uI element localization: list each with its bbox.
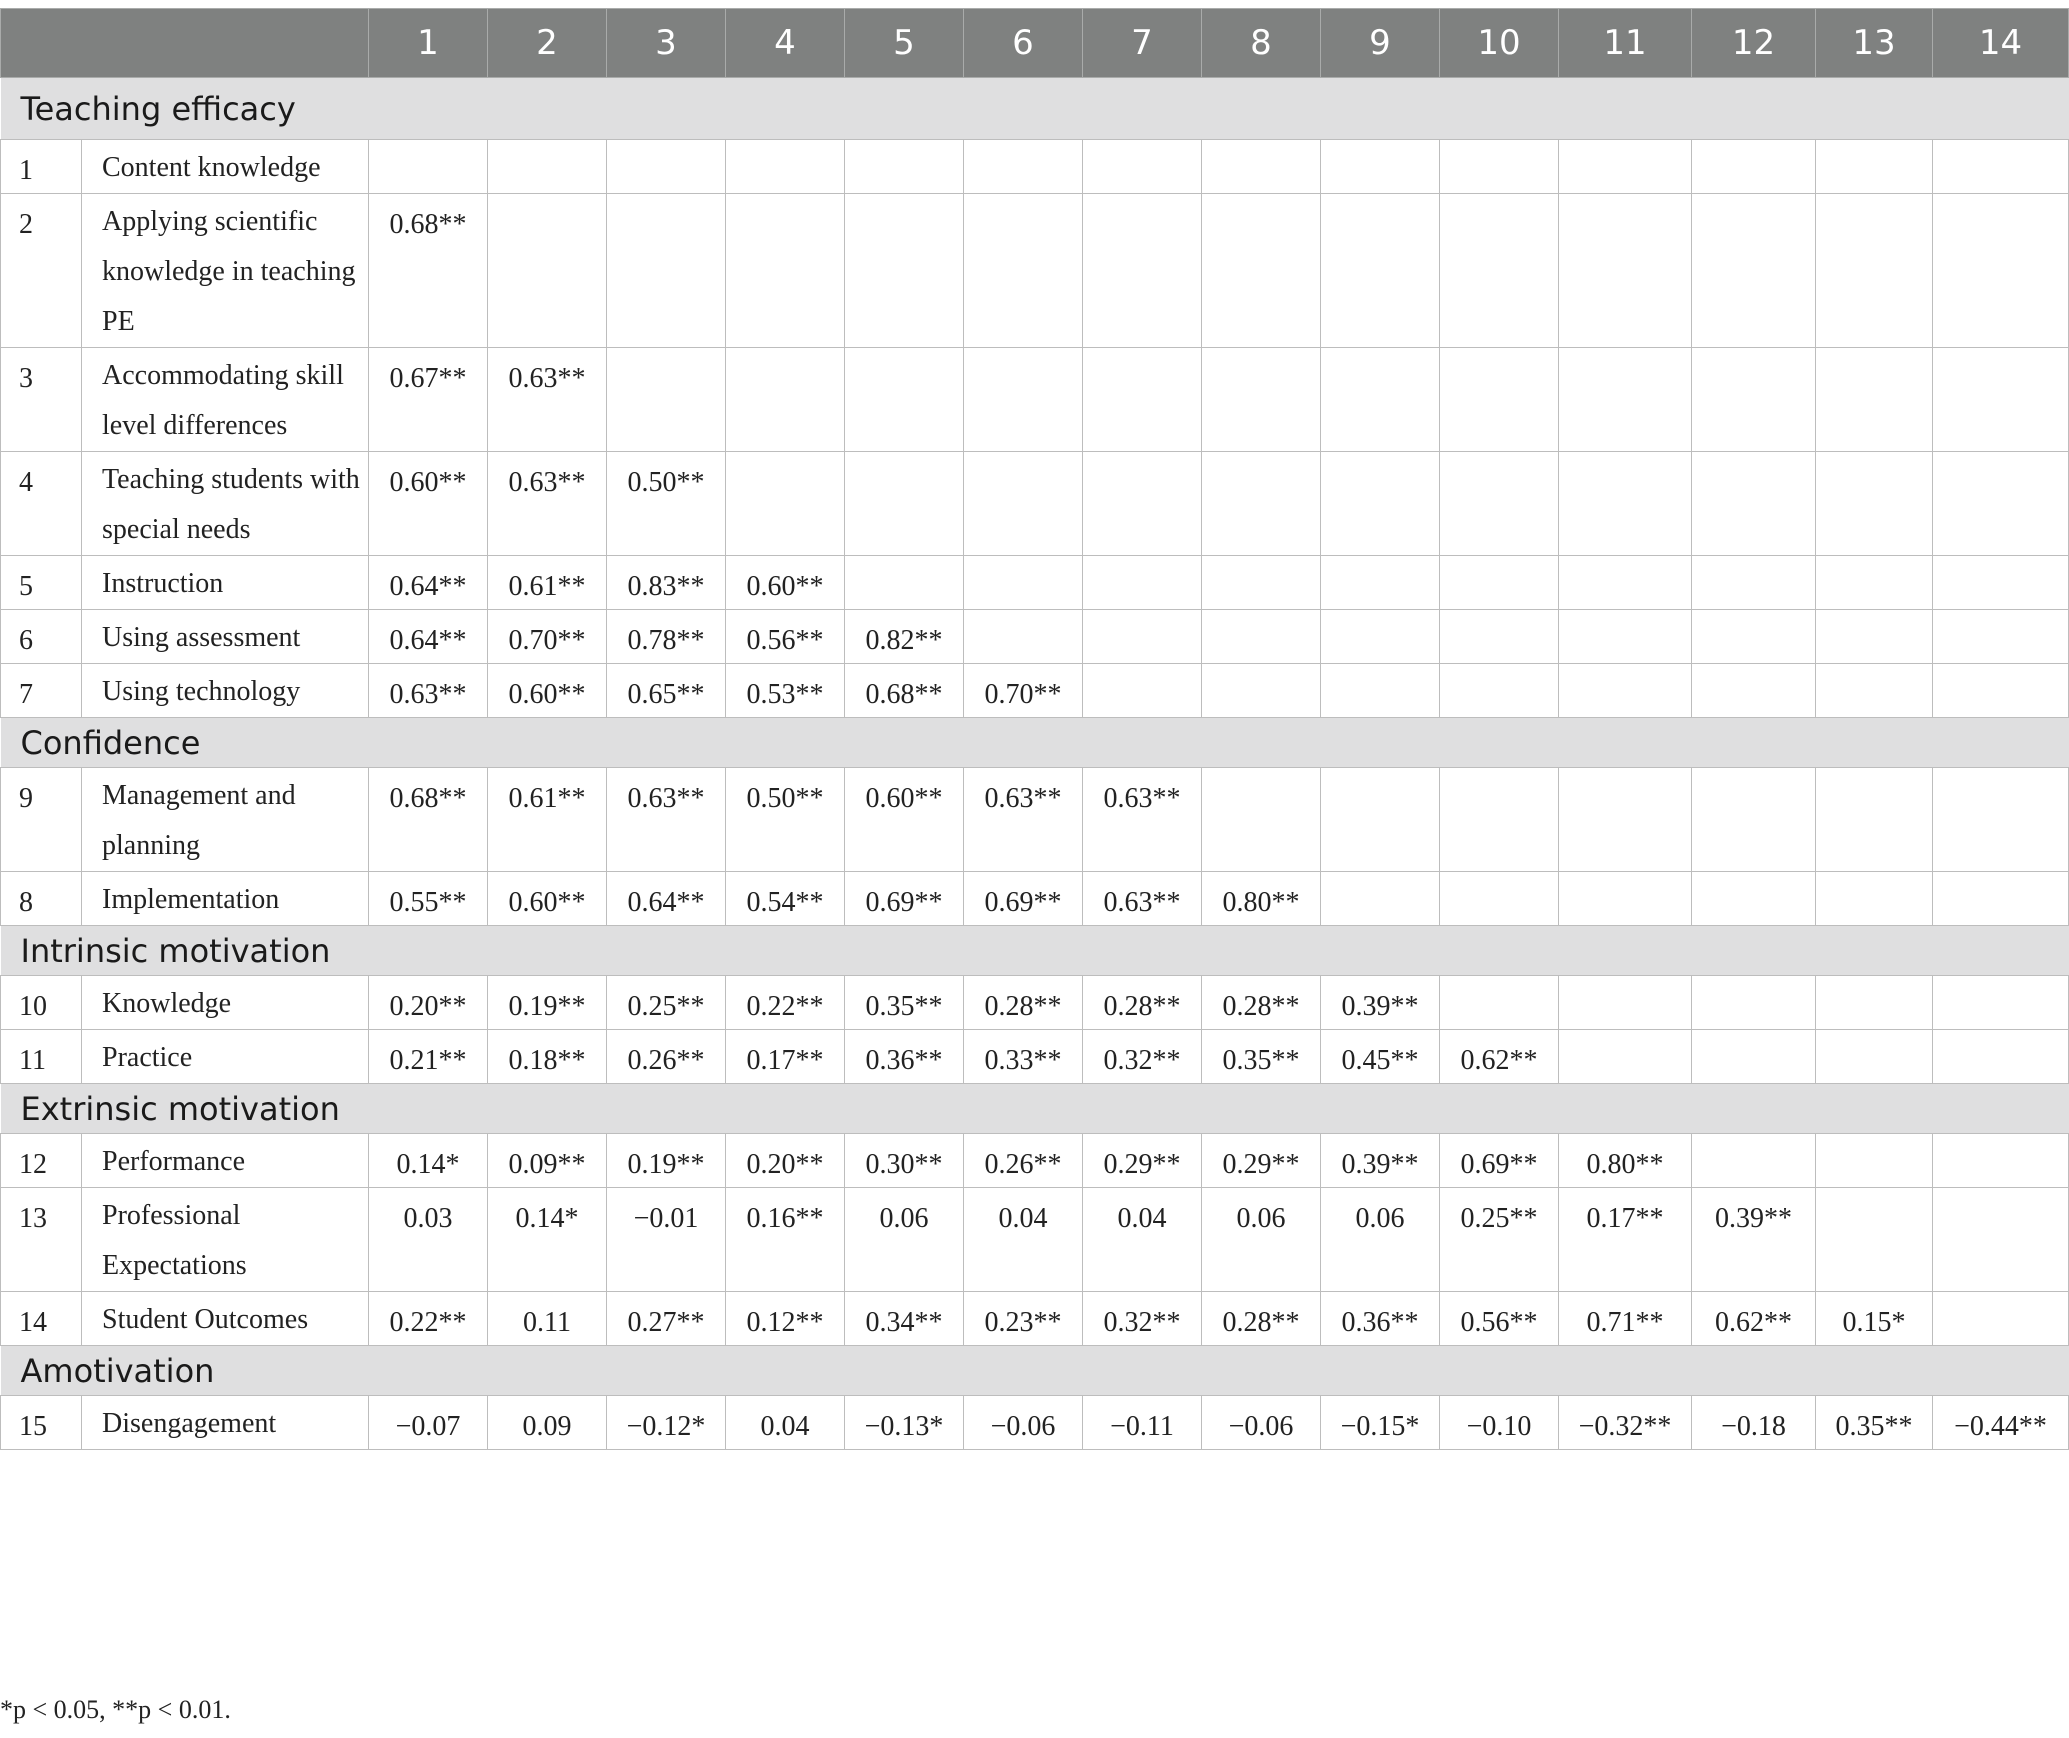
- section-header-row: [1, 1084, 2069, 1134]
- correlation-cell: 0.61**: [488, 556, 607, 610]
- correlation-cell: [1440, 664, 1559, 718]
- correlation-cell: 0.64**: [369, 610, 488, 664]
- table-row: [1, 1396, 2069, 1450]
- table-row: [1, 1292, 2069, 1346]
- correlation-cell: [1559, 556, 1692, 610]
- correlation-cell: 0.65**: [607, 664, 726, 718]
- correlation-cell: [726, 140, 845, 194]
- correlation-cell: 0.35**: [845, 976, 964, 1030]
- correlation-cell: 0.33**: [964, 1030, 1083, 1084]
- correlation-cell: [1321, 140, 1440, 194]
- correlation-cell: [1202, 140, 1321, 194]
- correlation-cell: [1559, 610, 1692, 664]
- correlation-cell: 0.16**: [726, 1188, 845, 1292]
- correlation-cell: [369, 140, 488, 194]
- correlation-cell: 0.17**: [726, 1030, 845, 1084]
- correlation-cell: [1692, 610, 1816, 664]
- correlation-cell: [1933, 1292, 2069, 1346]
- correlation-cell: 0.78**: [607, 610, 726, 664]
- correlation-cell: 0.69**: [1440, 1134, 1559, 1188]
- correlation-cell: [1692, 556, 1816, 610]
- correlation-cell: 0.17**: [1559, 1188, 1692, 1292]
- column-header: 7: [1083, 9, 1202, 78]
- correlation-cell: [1933, 452, 2069, 556]
- correlation-cell: −0.10: [1440, 1396, 1559, 1450]
- correlation-cell: 0.23**: [964, 1292, 1083, 1346]
- correlation-cell: 0.55**: [369, 872, 488, 926]
- correlation-cell: 0.15*: [1816, 1292, 1933, 1346]
- correlation-cell: [845, 348, 964, 452]
- correlation-cell: [1816, 556, 1933, 610]
- correlation-cell: [1202, 452, 1321, 556]
- correlation-cell: [1321, 610, 1440, 664]
- correlation-cell: 0.32**: [1083, 1292, 1202, 1346]
- correlation-cell: [1440, 452, 1559, 556]
- correlation-cell: [1816, 194, 1933, 348]
- correlation-cell: [1692, 452, 1816, 556]
- correlation-cell: 0.60**: [369, 452, 488, 556]
- column-header: 9: [1321, 9, 1440, 78]
- correlation-cell: 0.63**: [369, 664, 488, 718]
- correlation-cell: 0.12**: [726, 1292, 845, 1346]
- correlation-cell: [1321, 348, 1440, 452]
- correlation-cell: [1559, 976, 1692, 1030]
- correlation-cell: 0.04: [1083, 1188, 1202, 1292]
- row-label: Using technology: [82, 664, 369, 718]
- correlation-cell: [488, 140, 607, 194]
- section-header-row: [1, 718, 2069, 768]
- column-header: 1: [369, 9, 488, 78]
- correlation-cell: [1559, 1030, 1692, 1084]
- correlation-cell: 0.06: [1202, 1188, 1321, 1292]
- table-row: [1, 664, 2069, 718]
- correlation-cell: [1933, 1188, 2069, 1292]
- correlation-cell: [1440, 976, 1559, 1030]
- correlation-cell: [607, 140, 726, 194]
- correlation-cell: −0.12*: [607, 1396, 726, 1450]
- correlation-cell: [1816, 610, 1933, 664]
- correlation-cell: 0.68**: [369, 194, 488, 348]
- correlation-cell: 0.62**: [1692, 1292, 1816, 1346]
- correlation-cell: [607, 348, 726, 452]
- correlation-cell: 0.09**: [488, 1134, 607, 1188]
- correlation-cell: 0.68**: [845, 664, 964, 718]
- correlation-cell: [964, 140, 1083, 194]
- row-label: Accommodating skill level differences: [82, 348, 369, 452]
- row-number: 12: [1, 1134, 82, 1188]
- correlation-cell: [1559, 452, 1692, 556]
- correlation-cell: 0.69**: [964, 872, 1083, 926]
- correlation-cell: [1816, 768, 1933, 872]
- table-row: [1, 1030, 2069, 1084]
- table-body: [1, 78, 2069, 1450]
- correlation-cell: [1202, 194, 1321, 348]
- correlation-cell: [1202, 664, 1321, 718]
- correlation-cell: [1440, 610, 1559, 664]
- correlation-cell: 0.68**: [369, 768, 488, 872]
- correlation-cell: −0.44**: [1933, 1396, 2069, 1450]
- correlation-cell: [726, 452, 845, 556]
- correlation-cell: [1202, 348, 1321, 452]
- correlation-cell: [726, 348, 845, 452]
- correlation-cell: 0.64**: [607, 872, 726, 926]
- row-label: Content knowledge: [82, 140, 369, 194]
- correlation-cell: 0.20**: [726, 1134, 845, 1188]
- column-header: 10: [1440, 9, 1559, 78]
- row-number: 9: [1, 768, 82, 872]
- correlation-cell: 0.36**: [845, 1030, 964, 1084]
- correlation-cell: [964, 194, 1083, 348]
- correlation-cell: [1933, 556, 2069, 610]
- correlation-cell: [1933, 664, 2069, 718]
- correlation-cell: 0.63**: [488, 452, 607, 556]
- correlation-cell: [1692, 194, 1816, 348]
- table-row: [1, 768, 2069, 872]
- row-label: Disengagement: [82, 1396, 369, 1450]
- correlation-cell: [1440, 194, 1559, 348]
- correlation-cell: [964, 610, 1083, 664]
- correlation-cell: [1692, 664, 1816, 718]
- row-number: 2: [1, 194, 82, 348]
- correlation-cell: 0.45**: [1321, 1030, 1440, 1084]
- correlation-cell: 0.36**: [1321, 1292, 1440, 1346]
- row-label: Professional Expectations: [82, 1188, 369, 1292]
- correlation-cell: 0.60**: [488, 872, 607, 926]
- correlation-cell: [1692, 140, 1816, 194]
- correlation-cell: 0.06: [1321, 1188, 1440, 1292]
- correlation-cell: [1083, 348, 1202, 452]
- correlation-cell: [726, 194, 845, 348]
- correlation-cell: 0.63**: [1083, 768, 1202, 872]
- correlation-cell: [1933, 1134, 2069, 1188]
- correlation-cell: [1559, 872, 1692, 926]
- correlation-cell: 0.14*: [369, 1134, 488, 1188]
- row-number: 7: [1, 664, 82, 718]
- correlation-cell: 0.04: [964, 1188, 1083, 1292]
- column-header: 3: [607, 9, 726, 78]
- correlation-cell: [1083, 610, 1202, 664]
- correlation-cell: 0.25**: [1440, 1188, 1559, 1292]
- correlation-cell: 0.82**: [845, 610, 964, 664]
- correlation-cell: −0.06: [964, 1396, 1083, 1450]
- correlation-cell: [1933, 1030, 2069, 1084]
- table-row: [1, 1188, 2069, 1292]
- column-header: 13: [1816, 9, 1933, 78]
- correlation-cell: −0.15*: [1321, 1396, 1440, 1450]
- correlation-cell: 0.35**: [1202, 1030, 1321, 1084]
- correlation-cell: 0.28**: [1202, 1292, 1321, 1346]
- correlation-cell: [1559, 348, 1692, 452]
- column-header: 2: [488, 9, 607, 78]
- header-blank-cell: [1, 9, 369, 78]
- correlation-cell: [1933, 872, 2069, 926]
- correlation-cell: 0.35**: [1816, 1396, 1933, 1450]
- correlation-cell: 0.83**: [607, 556, 726, 610]
- correlation-cell: 0.64**: [369, 556, 488, 610]
- row-label: Teaching students with special needs: [82, 452, 369, 556]
- correlation-cell: 0.80**: [1559, 1134, 1692, 1188]
- correlation-cell: [1692, 348, 1816, 452]
- correlation-cell: −0.18: [1692, 1396, 1816, 1450]
- correlation-cell: [1692, 1030, 1816, 1084]
- table-row: [1, 452, 2069, 556]
- section-title: Extrinsic motivation: [1, 1084, 2069, 1134]
- row-label: Using assessment: [82, 610, 369, 664]
- correlation-cell: [845, 140, 964, 194]
- correlation-cell: 0.71**: [1559, 1292, 1692, 1346]
- correlation-cell: [1321, 194, 1440, 348]
- correlation-cell: [1559, 664, 1692, 718]
- correlation-cell: −0.01: [607, 1188, 726, 1292]
- section-header-row: [1, 926, 2069, 976]
- correlation-cell: [1692, 1134, 1816, 1188]
- correlation-cell: 0.69**: [845, 872, 964, 926]
- correlation-cell: 0.61**: [488, 768, 607, 872]
- column-header: 8: [1202, 9, 1321, 78]
- section-header-row: [1, 1346, 2069, 1396]
- correlation-cell: [1692, 872, 1816, 926]
- correlation-cell: 0.19**: [488, 976, 607, 1030]
- correlation-cell: 0.70**: [964, 664, 1083, 718]
- correlation-cell: 0.28**: [964, 976, 1083, 1030]
- row-label: Applying scientific knowledge in teaching PE: [82, 194, 369, 348]
- correlation-cell: [1440, 140, 1559, 194]
- row-number: 1: [1, 140, 82, 194]
- row-label: Implementation: [82, 872, 369, 926]
- correlation-cell: [845, 452, 964, 556]
- row-number: 4: [1, 452, 82, 556]
- correlation-cell: [1083, 664, 1202, 718]
- correlation-cell: 0.63**: [488, 348, 607, 452]
- correlation-cell: [1816, 976, 1933, 1030]
- correlation-cell: [1933, 976, 2069, 1030]
- correlation-cell: 0.56**: [1440, 1292, 1559, 1346]
- correlation-cell: 0.04: [726, 1396, 845, 1450]
- correlation-cell: 0.11: [488, 1292, 607, 1346]
- correlation-cell: 0.39**: [1321, 976, 1440, 1030]
- correlation-cell: [488, 194, 607, 348]
- row-number: 10: [1, 976, 82, 1030]
- correlation-cell: 0.22**: [726, 976, 845, 1030]
- correlation-cell: [1692, 976, 1816, 1030]
- correlation-cell: [607, 194, 726, 348]
- correlation-cell: 0.29**: [1083, 1134, 1202, 1188]
- correlation-cell: 0.60**: [845, 768, 964, 872]
- correlation-cell: 0.21**: [369, 1030, 488, 1084]
- correlation-cell: 0.29**: [1202, 1134, 1321, 1188]
- row-number: 14: [1, 1292, 82, 1346]
- correlation-cell: [1321, 872, 1440, 926]
- correlation-cell: [1816, 1134, 1933, 1188]
- correlation-cell: [1559, 768, 1692, 872]
- correlation-cell: 0.03: [369, 1188, 488, 1292]
- table-row: [1, 348, 2069, 452]
- correlation-cell: 0.25**: [607, 976, 726, 1030]
- correlation-cell: −0.06: [1202, 1396, 1321, 1450]
- correlation-cell: [1816, 1188, 1933, 1292]
- table-row: [1, 140, 2069, 194]
- row-label: Student Outcomes: [82, 1292, 369, 1346]
- correlation-cell: [1083, 140, 1202, 194]
- correlation-cell: 0.63**: [964, 768, 1083, 872]
- correlation-cell: 0.32**: [1083, 1030, 1202, 1084]
- section-header-row: [1, 78, 2069, 140]
- correlation-cell: 0.67**: [369, 348, 488, 452]
- correlation-cell: −0.32**: [1559, 1396, 1692, 1450]
- correlation-cell: −0.13*: [845, 1396, 964, 1450]
- correlation-cell: 0.27**: [607, 1292, 726, 1346]
- section-title: Teaching efficacy: [1, 78, 2069, 140]
- correlation-cell: 0.06: [845, 1188, 964, 1292]
- correlation-cell: [1933, 768, 2069, 872]
- column-header: 12: [1692, 9, 1816, 78]
- correlation-cell: [1816, 140, 1933, 194]
- correlation-cell: 0.56**: [726, 610, 845, 664]
- correlation-cell: 0.63**: [1083, 872, 1202, 926]
- row-number: 6: [1, 610, 82, 664]
- correlation-cell: [1933, 140, 2069, 194]
- correlation-cell: [1440, 556, 1559, 610]
- correlation-cell: 0.70**: [488, 610, 607, 664]
- section-title: Confidence: [1, 718, 2069, 768]
- correlation-cell: [1083, 452, 1202, 556]
- correlation-cell: [845, 194, 964, 348]
- table-row: [1, 1134, 2069, 1188]
- correlation-cell: [1559, 194, 1692, 348]
- table-row: [1, 194, 2069, 348]
- correlation-cell: [1440, 872, 1559, 926]
- correlation-cell: 0.20**: [369, 976, 488, 1030]
- column-header: 14: [1933, 9, 2069, 78]
- correlation-cell: [1440, 768, 1559, 872]
- correlation-cell: 0.60**: [488, 664, 607, 718]
- correlation-cell: −0.07: [369, 1396, 488, 1450]
- correlation-cell: [1933, 348, 2069, 452]
- correlation-cell: 0.26**: [964, 1134, 1083, 1188]
- table-row: [1, 610, 2069, 664]
- correlation-cell: [1202, 610, 1321, 664]
- correlation-cell: 0.28**: [1202, 976, 1321, 1030]
- correlation-cell: [1816, 872, 1933, 926]
- row-number: 15: [1, 1396, 82, 1450]
- section-title: Intrinsic motivation: [1, 926, 2069, 976]
- correlation-cell: 0.63**: [607, 768, 726, 872]
- header-row: [1, 9, 2069, 78]
- table-row: [1, 872, 2069, 926]
- correlation-cell: 0.34**: [845, 1292, 964, 1346]
- correlation-cell: 0.80**: [1202, 872, 1321, 926]
- correlation-cell: [1321, 664, 1440, 718]
- correlation-cell: [1321, 768, 1440, 872]
- correlation-table: [0, 8, 2069, 1450]
- correlation-cell: [1816, 1030, 1933, 1084]
- correlation-cell: [964, 452, 1083, 556]
- column-header: 6: [964, 9, 1083, 78]
- correlation-cell: [964, 348, 1083, 452]
- correlation-cell: 0.28**: [1083, 976, 1202, 1030]
- correlation-cell: 0.14*: [488, 1188, 607, 1292]
- correlation-cell: [1816, 452, 1933, 556]
- correlation-cell: [1559, 140, 1692, 194]
- row-number: 13: [1, 1188, 82, 1292]
- correlation-cell: [1202, 556, 1321, 610]
- correlation-cell: [1816, 664, 1933, 718]
- table-header: [1, 9, 2069, 78]
- row-label: Management and planning: [82, 768, 369, 872]
- column-header: 11: [1559, 9, 1692, 78]
- correlation-cell: [1440, 348, 1559, 452]
- correlation-cell: 0.09: [488, 1396, 607, 1450]
- row-label: Practice: [82, 1030, 369, 1084]
- row-number: 8: [1, 872, 82, 926]
- correlation-cell: 0.39**: [1321, 1134, 1440, 1188]
- correlation-cell: 0.60**: [726, 556, 845, 610]
- correlation-cell: 0.30**: [845, 1134, 964, 1188]
- correlation-cell: 0.18**: [488, 1030, 607, 1084]
- correlation-cell: [1202, 768, 1321, 872]
- correlation-cell: −0.11: [1083, 1396, 1202, 1450]
- correlation-cell: 0.22**: [369, 1292, 488, 1346]
- row-number: 3: [1, 348, 82, 452]
- correlation-cell: [1816, 348, 1933, 452]
- correlation-cell: [1321, 556, 1440, 610]
- correlation-cell: [1692, 768, 1816, 872]
- correlation-cell: 0.50**: [726, 768, 845, 872]
- correlation-cell: [1083, 556, 1202, 610]
- correlation-cell: [845, 556, 964, 610]
- row-label: Knowledge: [82, 976, 369, 1030]
- correlation-cell: 0.54**: [726, 872, 845, 926]
- correlation-cell: [964, 556, 1083, 610]
- correlation-cell: [1933, 194, 2069, 348]
- column-header: 5: [845, 9, 964, 78]
- correlation-cell: 0.39**: [1692, 1188, 1816, 1292]
- row-number: 11: [1, 1030, 82, 1084]
- correlation-cell: 0.26**: [607, 1030, 726, 1084]
- row-label: Performance: [82, 1134, 369, 1188]
- table-row: [1, 556, 2069, 610]
- table-row: [1, 976, 2069, 1030]
- section-title: Amotivation: [1, 1346, 2069, 1396]
- row-label: Instruction: [82, 556, 369, 610]
- correlation-cell: [1933, 610, 2069, 664]
- correlation-cell: 0.62**: [1440, 1030, 1559, 1084]
- correlation-cell: 0.19**: [607, 1134, 726, 1188]
- row-number: 5: [1, 556, 82, 610]
- footnote: *p < 0.05, **p < 0.01.: [0, 1695, 231, 1724]
- correlation-cell: [1321, 452, 1440, 556]
- correlation-cell: 0.50**: [607, 452, 726, 556]
- correlation-cell: [1083, 194, 1202, 348]
- correlation-cell: 0.53**: [726, 664, 845, 718]
- column-header: 4: [726, 9, 845, 78]
